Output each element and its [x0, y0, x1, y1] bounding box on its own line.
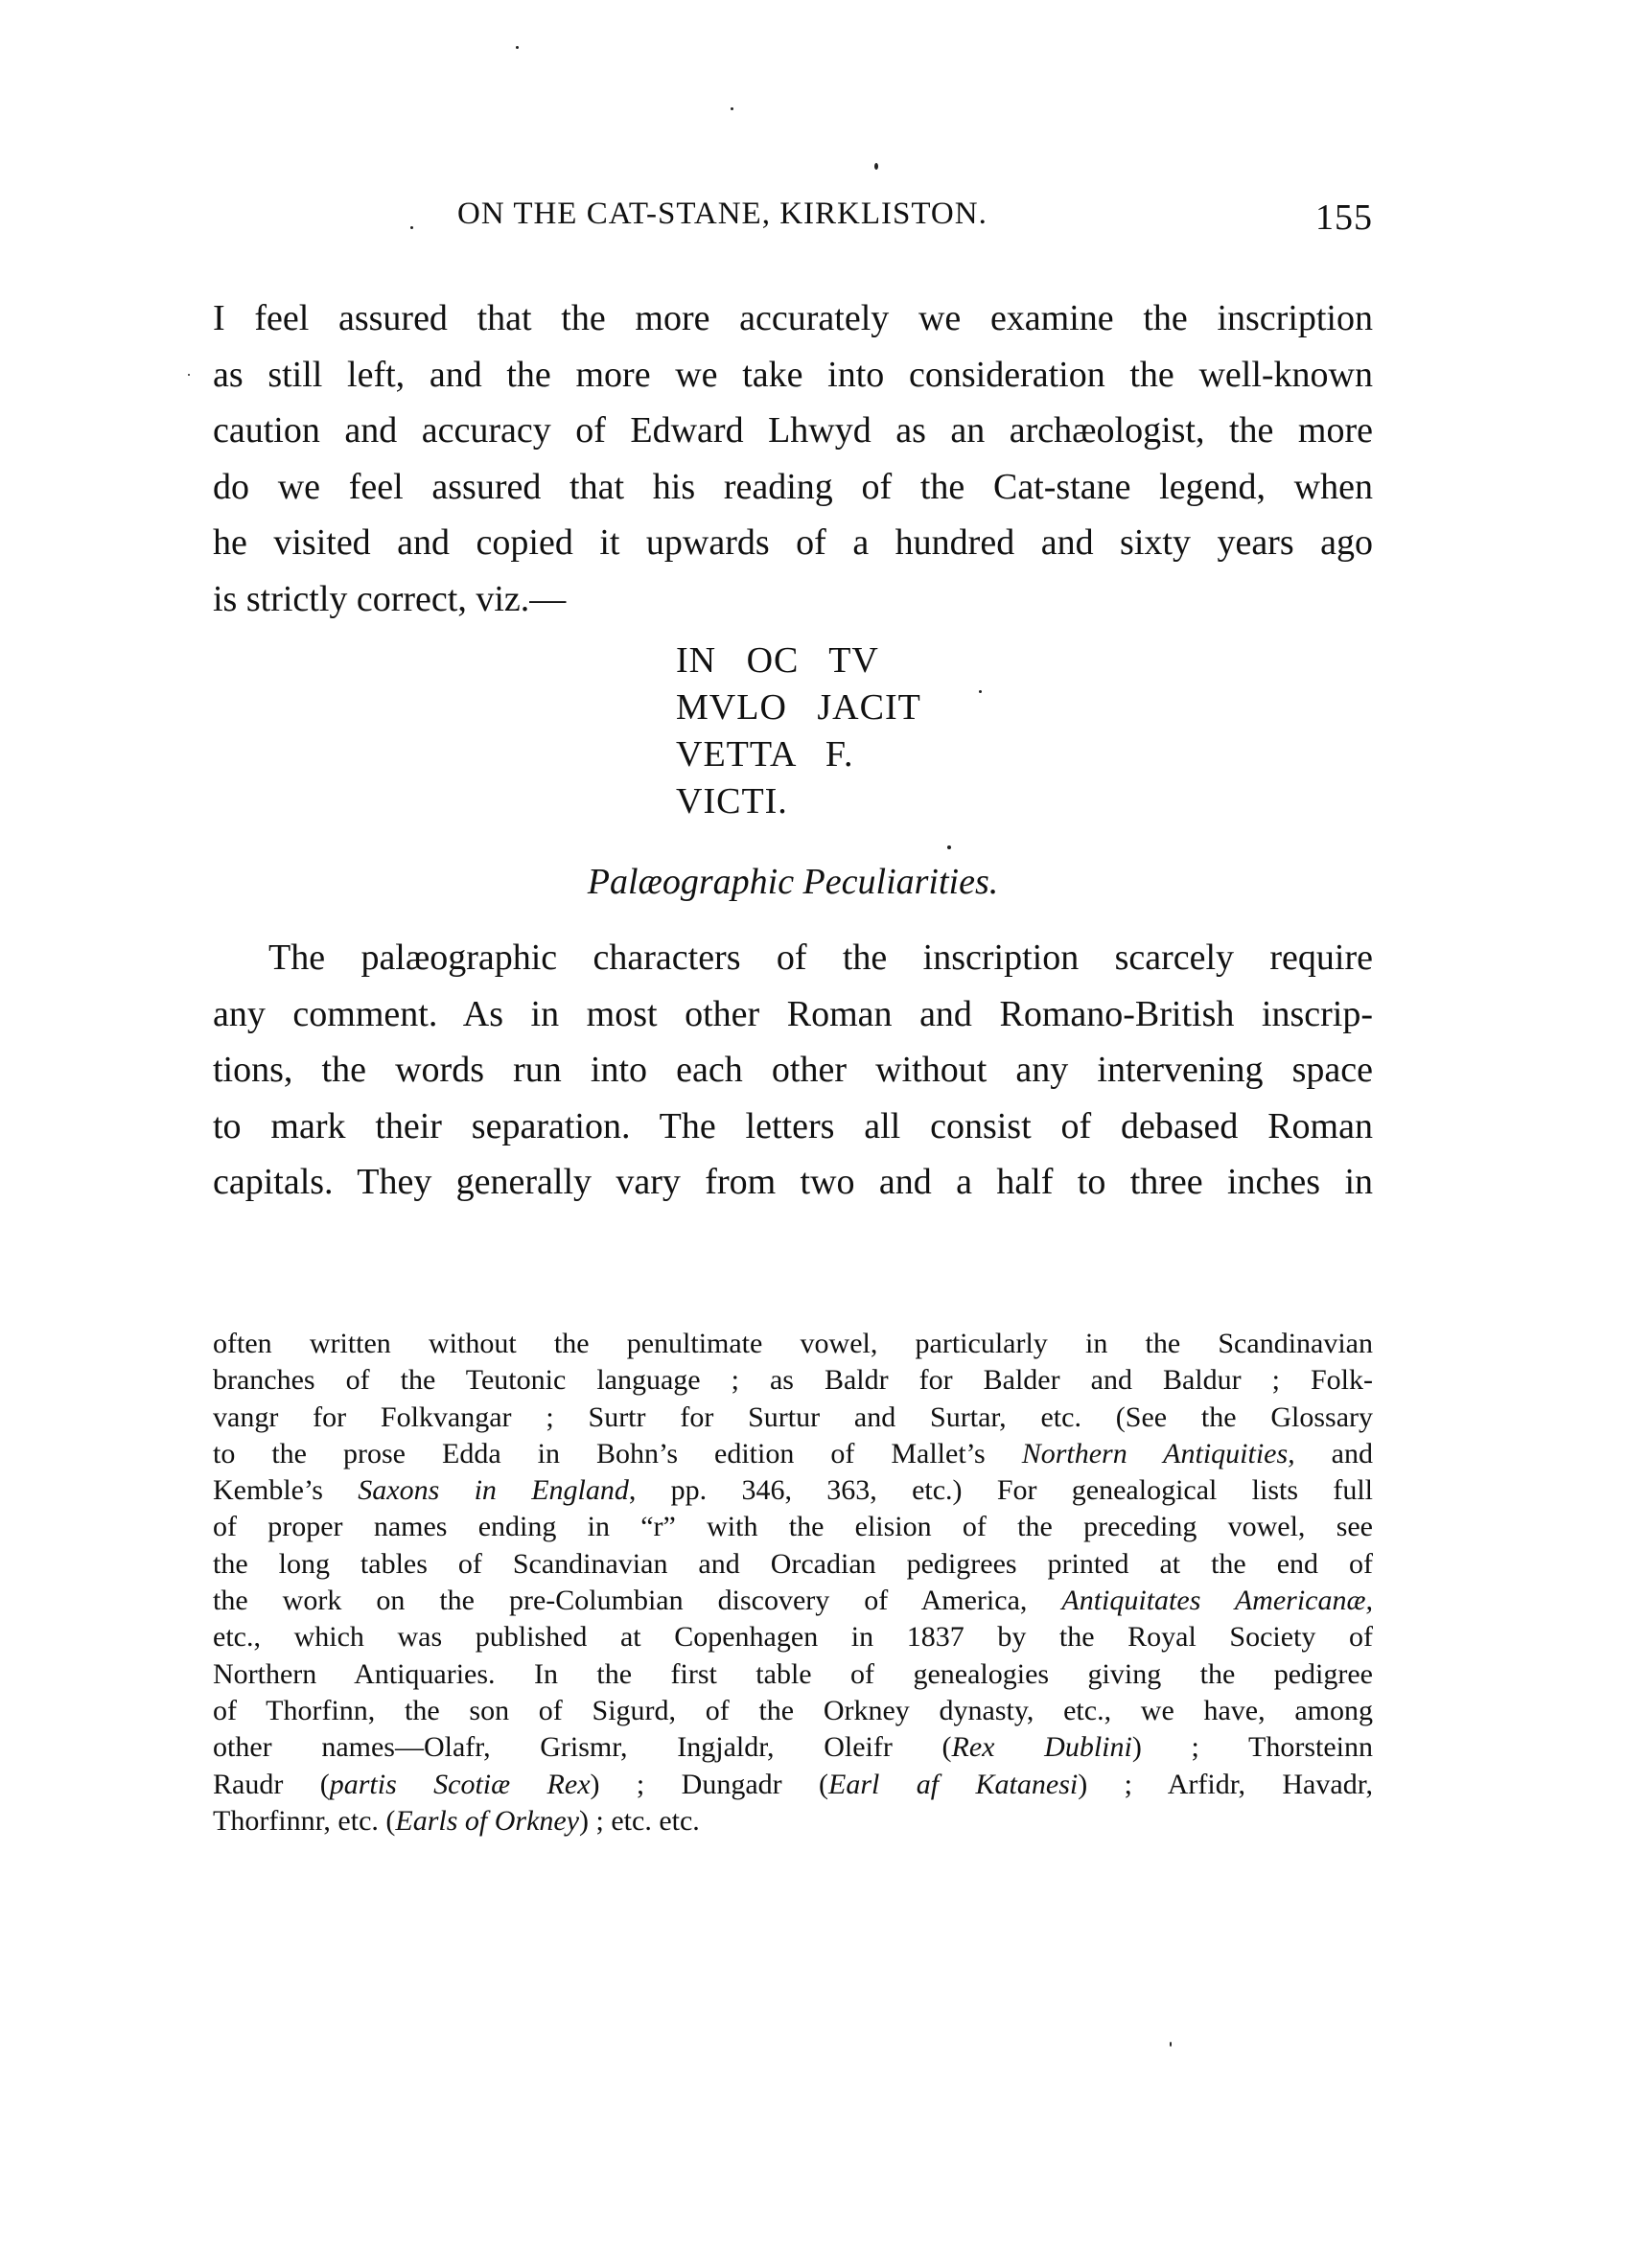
italic-title: Rex Dublini: [951, 1731, 1132, 1764]
footnote-text: Kemble’s: [213, 1474, 359, 1507]
footnote-line: [213, 1803, 1373, 1840]
footnote-line: [213, 1509, 1373, 1545]
footnote-line: [213, 1656, 1373, 1693]
text-line: to mark their separation. The letters all consist of debased Roman: [213, 1105, 1373, 1146]
paragraph-1: [213, 290, 1373, 627]
section-heading: Palæographic Peculiarities.: [587, 862, 999, 902]
text-line: I feel assured that the more accurately we examine the inscription: [213, 298, 1373, 338]
scan-speck: [731, 107, 733, 110]
text-line: do we feel assured that his reading of the Cat-stane legend, when: [213, 466, 1373, 507]
footnote-line: [213, 1326, 1373, 1362]
scan-speck: [874, 163, 878, 170]
footnote-text: ) ; etc. etc.: [579, 1804, 700, 1837]
footnote-text: of Thorfinn, the son of Sigurd, of the Orkney dynasty, etc., we have, among: [213, 1694, 1373, 1726]
footnote-line: [213, 1362, 1373, 1399]
footnote: [213, 1326, 1373, 1840]
footnote-text: to the prose Edda in Bohn’s edition of Mallet’s: [213, 1437, 1022, 1470]
scan-speck: [188, 374, 190, 376]
scan-speck: [410, 226, 413, 229]
text-line: he visited and copied it upwards of a hundred and sixty years ago: [213, 522, 1373, 563]
footnote-line: [213, 1583, 1373, 1619]
italic-title: Earl af Katanesi: [828, 1768, 1079, 1800]
text-line: is strictly correct, viz.—: [213, 578, 567, 619]
inscription-line: VETTA F.: [676, 734, 854, 775]
footnote-text: , pp. 346, 363, etc.) For genealogical lists full: [628, 1474, 1373, 1507]
footnote-text: other names—Olafr, Grismr, Ingjaldr, Oleifr (: [213, 1731, 952, 1764]
footnote-text: etc., which was published at Copenhagen in 1837 by the Royal Society of: [213, 1621, 1373, 1654]
footnote-line: [213, 1472, 1373, 1509]
footnote-line: [213, 1400, 1373, 1436]
scan-speck: [1170, 2042, 1172, 2047]
text-line: The palæographic characters of the inscription scarcely require: [268, 937, 1373, 978]
scan-speck: [516, 46, 519, 49]
running-head: [213, 197, 1373, 244]
footnote-text: Raudr (: [213, 1768, 330, 1800]
inscription-block: [676, 637, 921, 825]
footnote-text: ) ; Dungadr (: [590, 1768, 829, 1800]
running-title: ON THE CAT-STANE, KIRKLISTON.: [457, 197, 988, 231]
footnote-line: [213, 1619, 1373, 1655]
footnote-text: and: [1294, 1437, 1373, 1470]
italic-title: Antiquitates Americanæ,: [1061, 1585, 1373, 1617]
page-number: 155: [1315, 197, 1373, 238]
text-line: caution and accuracy of Edward Lhwyd as an archæologist, the more: [213, 410, 1373, 451]
footnote-text: of proper names ending in “r” with the elision of the preceding vowel, see: [213, 1511, 1373, 1543]
footnote-text: vangr for Folkvangar ; Surtr for Surtur and Surtar, etc. (See the Glossary: [213, 1400, 1373, 1433]
text-line: as still left, and the more we take into consideration the well-known: [213, 354, 1373, 395]
paragraph-2: [213, 930, 1373, 1211]
footnote-text: ) ; Arfidr, Havadr,: [1078, 1768, 1373, 1800]
inscription-line: VICTI.: [676, 781, 788, 822]
text-line: tions, the words run into each other without any intervening space: [213, 1050, 1373, 1090]
footnote-text: ) ; Thorsteinn: [1131, 1731, 1373, 1764]
footnote-line: [213, 1436, 1373, 1472]
footnote-text: branches of the Teutonic language ; as Baldr for Balder and Baldur ; Folk-: [213, 1364, 1373, 1397]
scan-speck: [947, 845, 951, 849]
scan-speck: [979, 690, 982, 693]
footnote-text: Northern Antiquaries. In the first table of genealogies giving the pedigree: [213, 1657, 1373, 1690]
inscription-line: IN OC TV: [676, 640, 879, 681]
footnote-line: [213, 1767, 1373, 1803]
footnote-text: the work on the pre-Columbian discovery of America,: [213, 1585, 1062, 1617]
footnote-line: [213, 1729, 1373, 1766]
footnote-text: the long tables of Scandinavian and Orcadian pedigrees printed at the end of: [213, 1547, 1373, 1580]
inscription-line: MVLO JACIT: [676, 687, 921, 728]
footnote-line: [213, 1693, 1373, 1729]
footnote-line: [213, 1546, 1373, 1583]
italic-title: partis Scotiæ Rex: [329, 1768, 591, 1800]
footnote-text: often written without the penultimate vowel, particularly in the Scandinavian: [213, 1328, 1373, 1359]
footnote-text: Thorfinnr, etc. (: [213, 1804, 396, 1837]
text-line: capitals. They generally vary from two and a half to three inches in: [213, 1162, 1373, 1202]
italic-title: Northern Antiquities,: [1021, 1437, 1295, 1470]
italic-title: Earls of Orkney: [395, 1804, 580, 1837]
italic-title: Saxons in England: [358, 1474, 629, 1507]
text-line: any comment. As in most other Roman and Romano-British inscrip-: [213, 993, 1373, 1034]
